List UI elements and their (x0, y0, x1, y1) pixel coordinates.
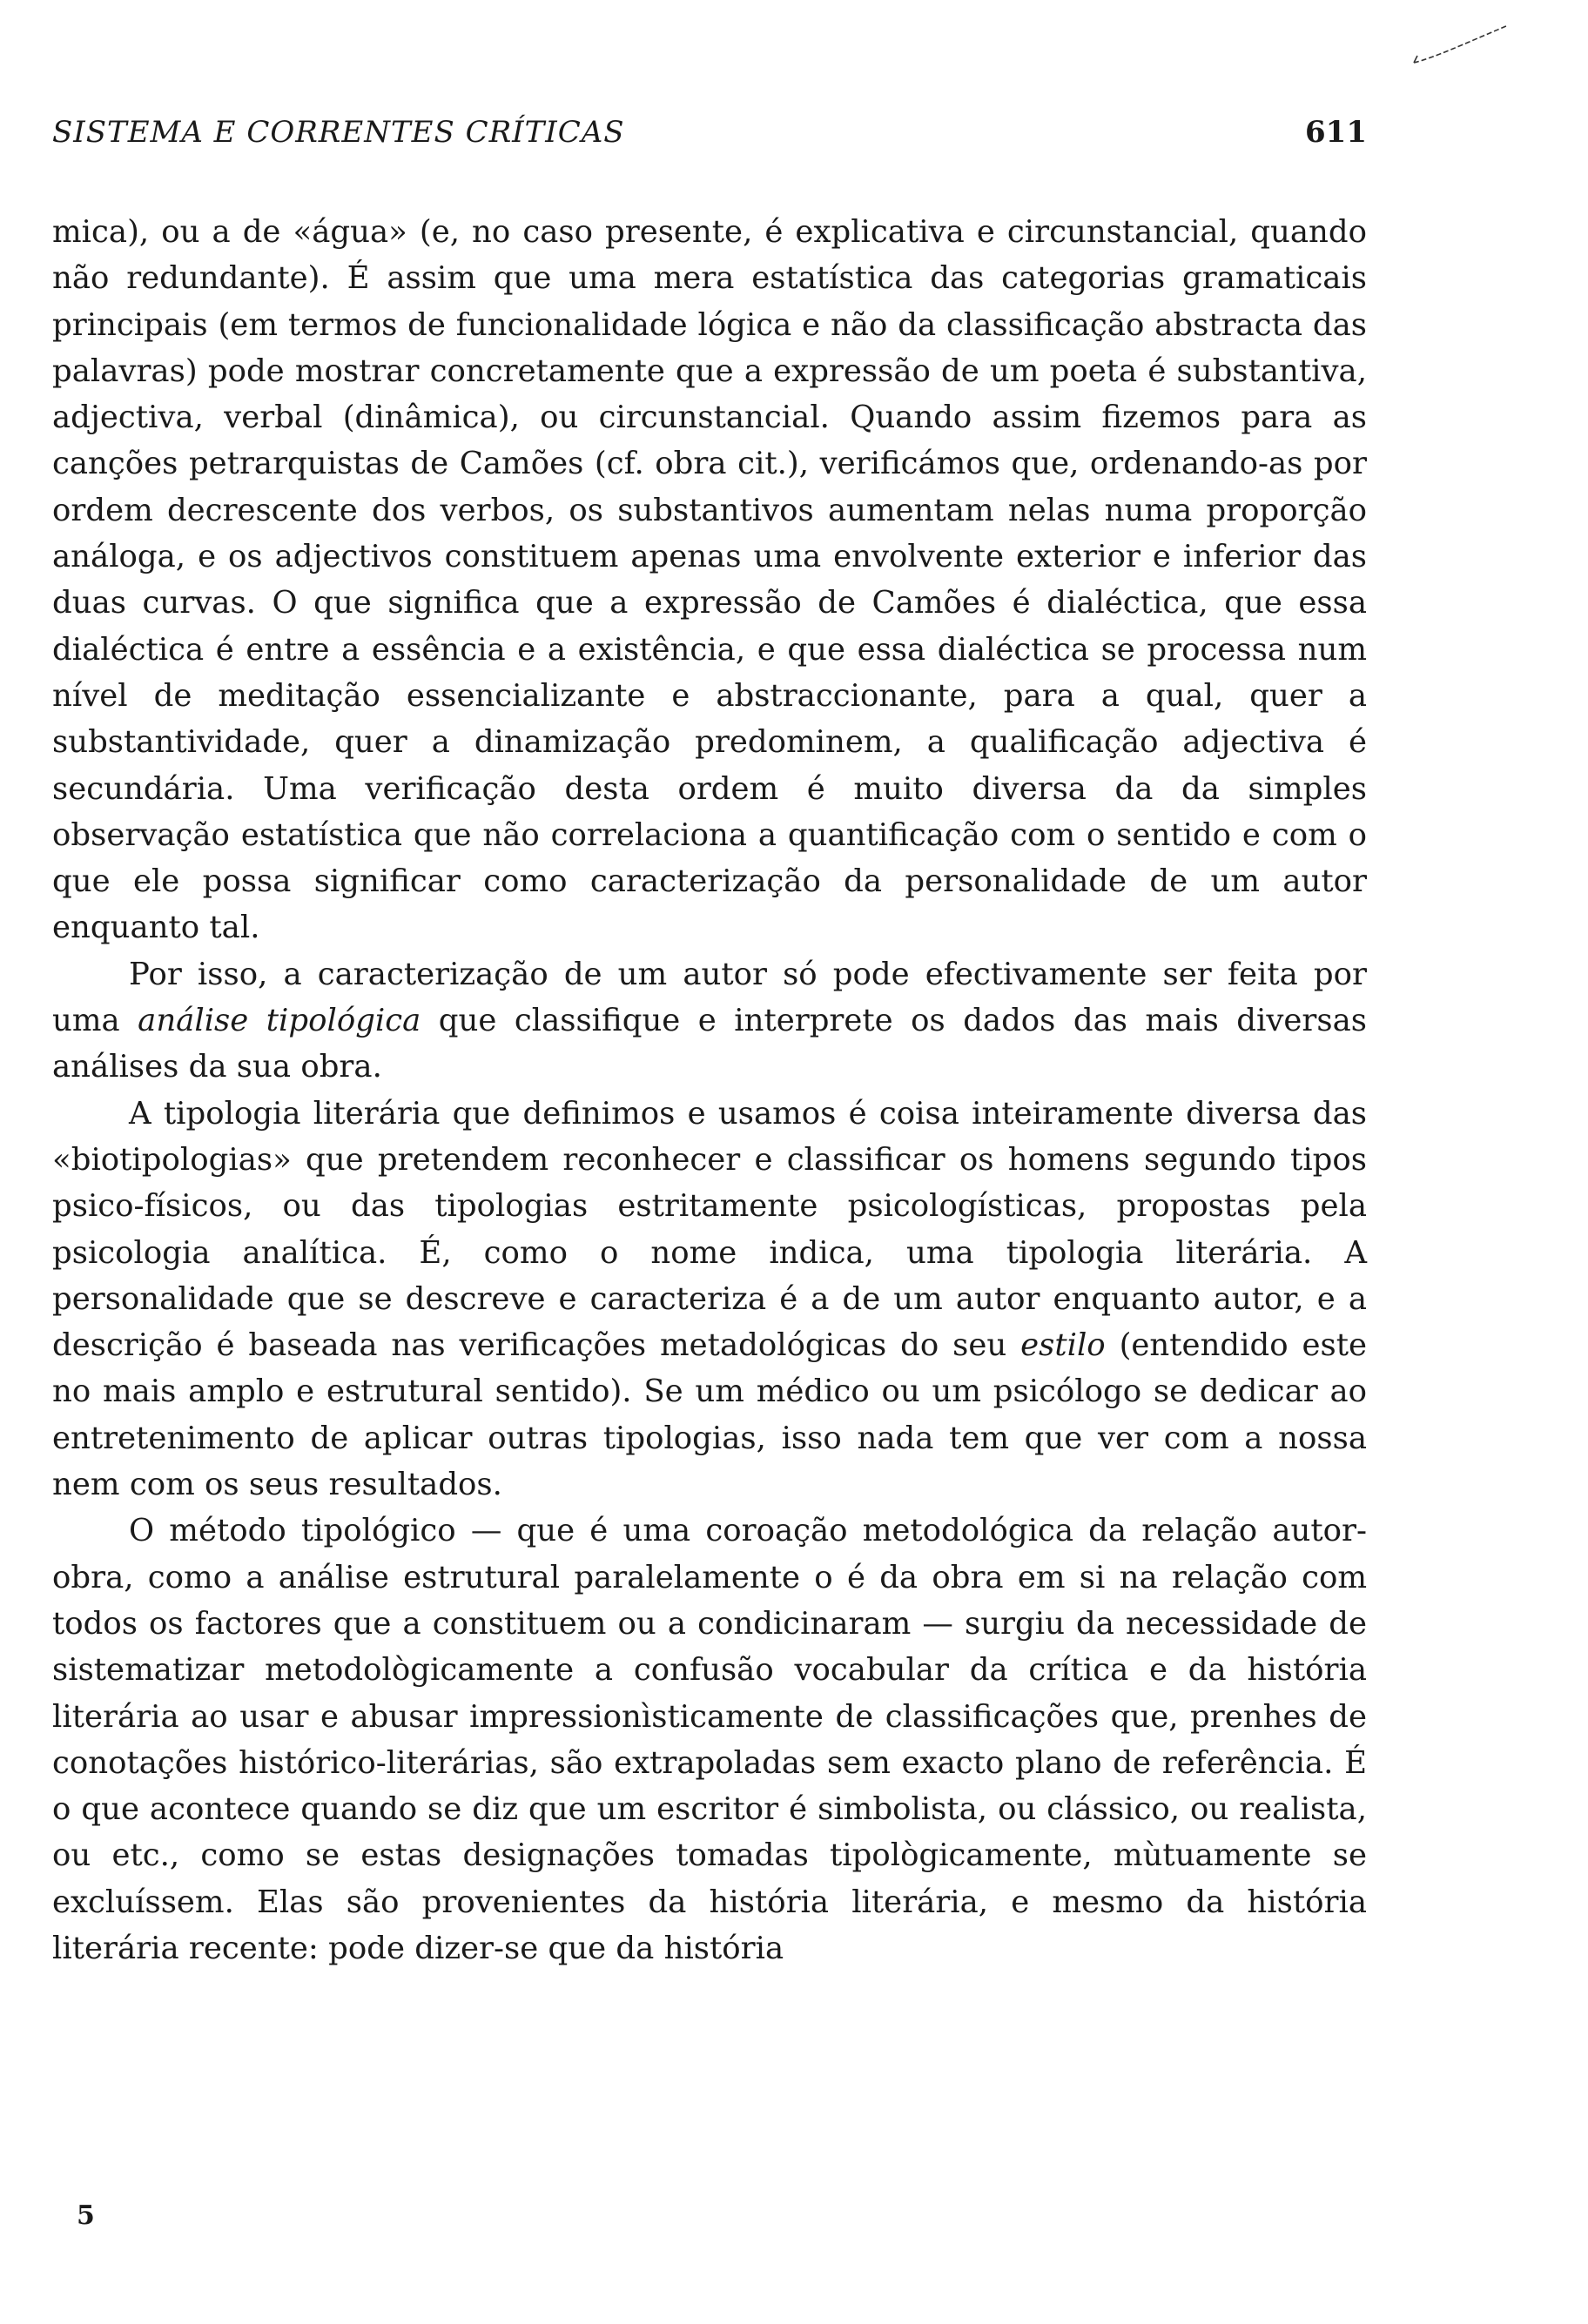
text-run: O método tipológico — que é uma coroação metodológica da relação autor-obra, como a análise estrutural paralelamente o é da obra em si na relação com todos os factores que a constituem ou a condicinaram — surgiu da necessidade de sistematizar metodològicamente a confusão vocabular da crítica e da história literária ao usar e abusar impressionìsticamente de classificações que, prenhes de conotações histórico-literárias, são extrapoladas sem exacto plano de referência. É o que acontece quando se diz que um escritor é simbolista, ou clássico, ou realista, ou etc., como se estas designações tomadas tipològicamente, mùtuamente se excluíssem. Elas são provenientes da história literária, e mesmo da história literária recente: pode dizer-se que da história (52, 1513, 1367, 1966)
signature-mark: 5 (77, 2200, 95, 2231)
paragraph-4 (52, 1508, 1367, 1971)
body-text (52, 209, 1367, 1971)
running-header (52, 115, 1367, 158)
italic-term: análise tipológica (138, 1003, 421, 1039)
pencil-mark-icon (1409, 19, 1513, 71)
page-number: 611 (1305, 115, 1367, 150)
paragraph-1 (52, 209, 1367, 951)
italic-term: estilo (1020, 1327, 1106, 1364)
text-run: A tipologia literária que definimos e usamos é coisa inteiramente diversa das «biotipologias» que pretendem reconhecer e classificar os homens segundo tipos psico-físicos, ou das tipologias estritamente psicologísticas, propostas pela psicologia analítica. É, como o nome indica, uma tipologia literária. A personalidade que se descreve e caracteriza é a de um autor enquanto autor, e a descrição é baseada nas verificações metadológicas do seu (52, 1095, 1367, 1364)
text-run: mica), ou a de «água» (e, no caso presente, é explicativa e circunstancial, quando não redundante). É assim que uma mera estatística das categorias gramaticais principais (em termos de funcionalidade lógica e não da classificação abstracta das palavras) pode mostrar concretamente que a expressão de um poeta é substantiva, adjectiva, verbal (dinâmica), ou circunstancial. Quando assim fizemos para as canções petrarquistas de Camões (cf. obra cit.), verificámos que, ordenando-as por ordem decrescente dos verbos, os substantivos aumentam nelas numa proporção análoga, e os adjectivos constituem apenas uma envolvente exterior e inferior das duas curvas. O que significa que a expressão de Camões é dialéctica, que essa dialéctica é entre a essência e a existência, e que essa dialéctica se processa num nível de meditação essencializante e abstraccionante, para a qual, quer a substantividade, quer a dinamização predominem, a qualificação adjectiva é secundária. Uma verificação desta ordem é muito diversa da da simples observação estatística que não correlaciona a quantificação com o sentido e com o que ele possa significar como caracterização da personalidade de um autor enquanto tal. (52, 214, 1367, 946)
text-run: Por isso, a caracterização de um autor só pode efectivamente ser feita por uma (52, 956, 1367, 1039)
running-title: SISTEMA E CORRENTES CRÍTICAS (52, 115, 625, 150)
paragraph-3 (52, 1091, 1367, 1508)
paragraph-2 (52, 951, 1367, 1091)
text-run: (entendido este no mais amplo e estrutural sentido). Se um médico ou um psicólogo se dedicar ao entretenimento de aplicar outras tipologias, isso nada tem que ver com a nossa nem com os seus resultados. (52, 1327, 1367, 1503)
text-run: que classifique e interprete os dados das mais diversas análises da sua obra. (52, 1003, 1368, 1085)
